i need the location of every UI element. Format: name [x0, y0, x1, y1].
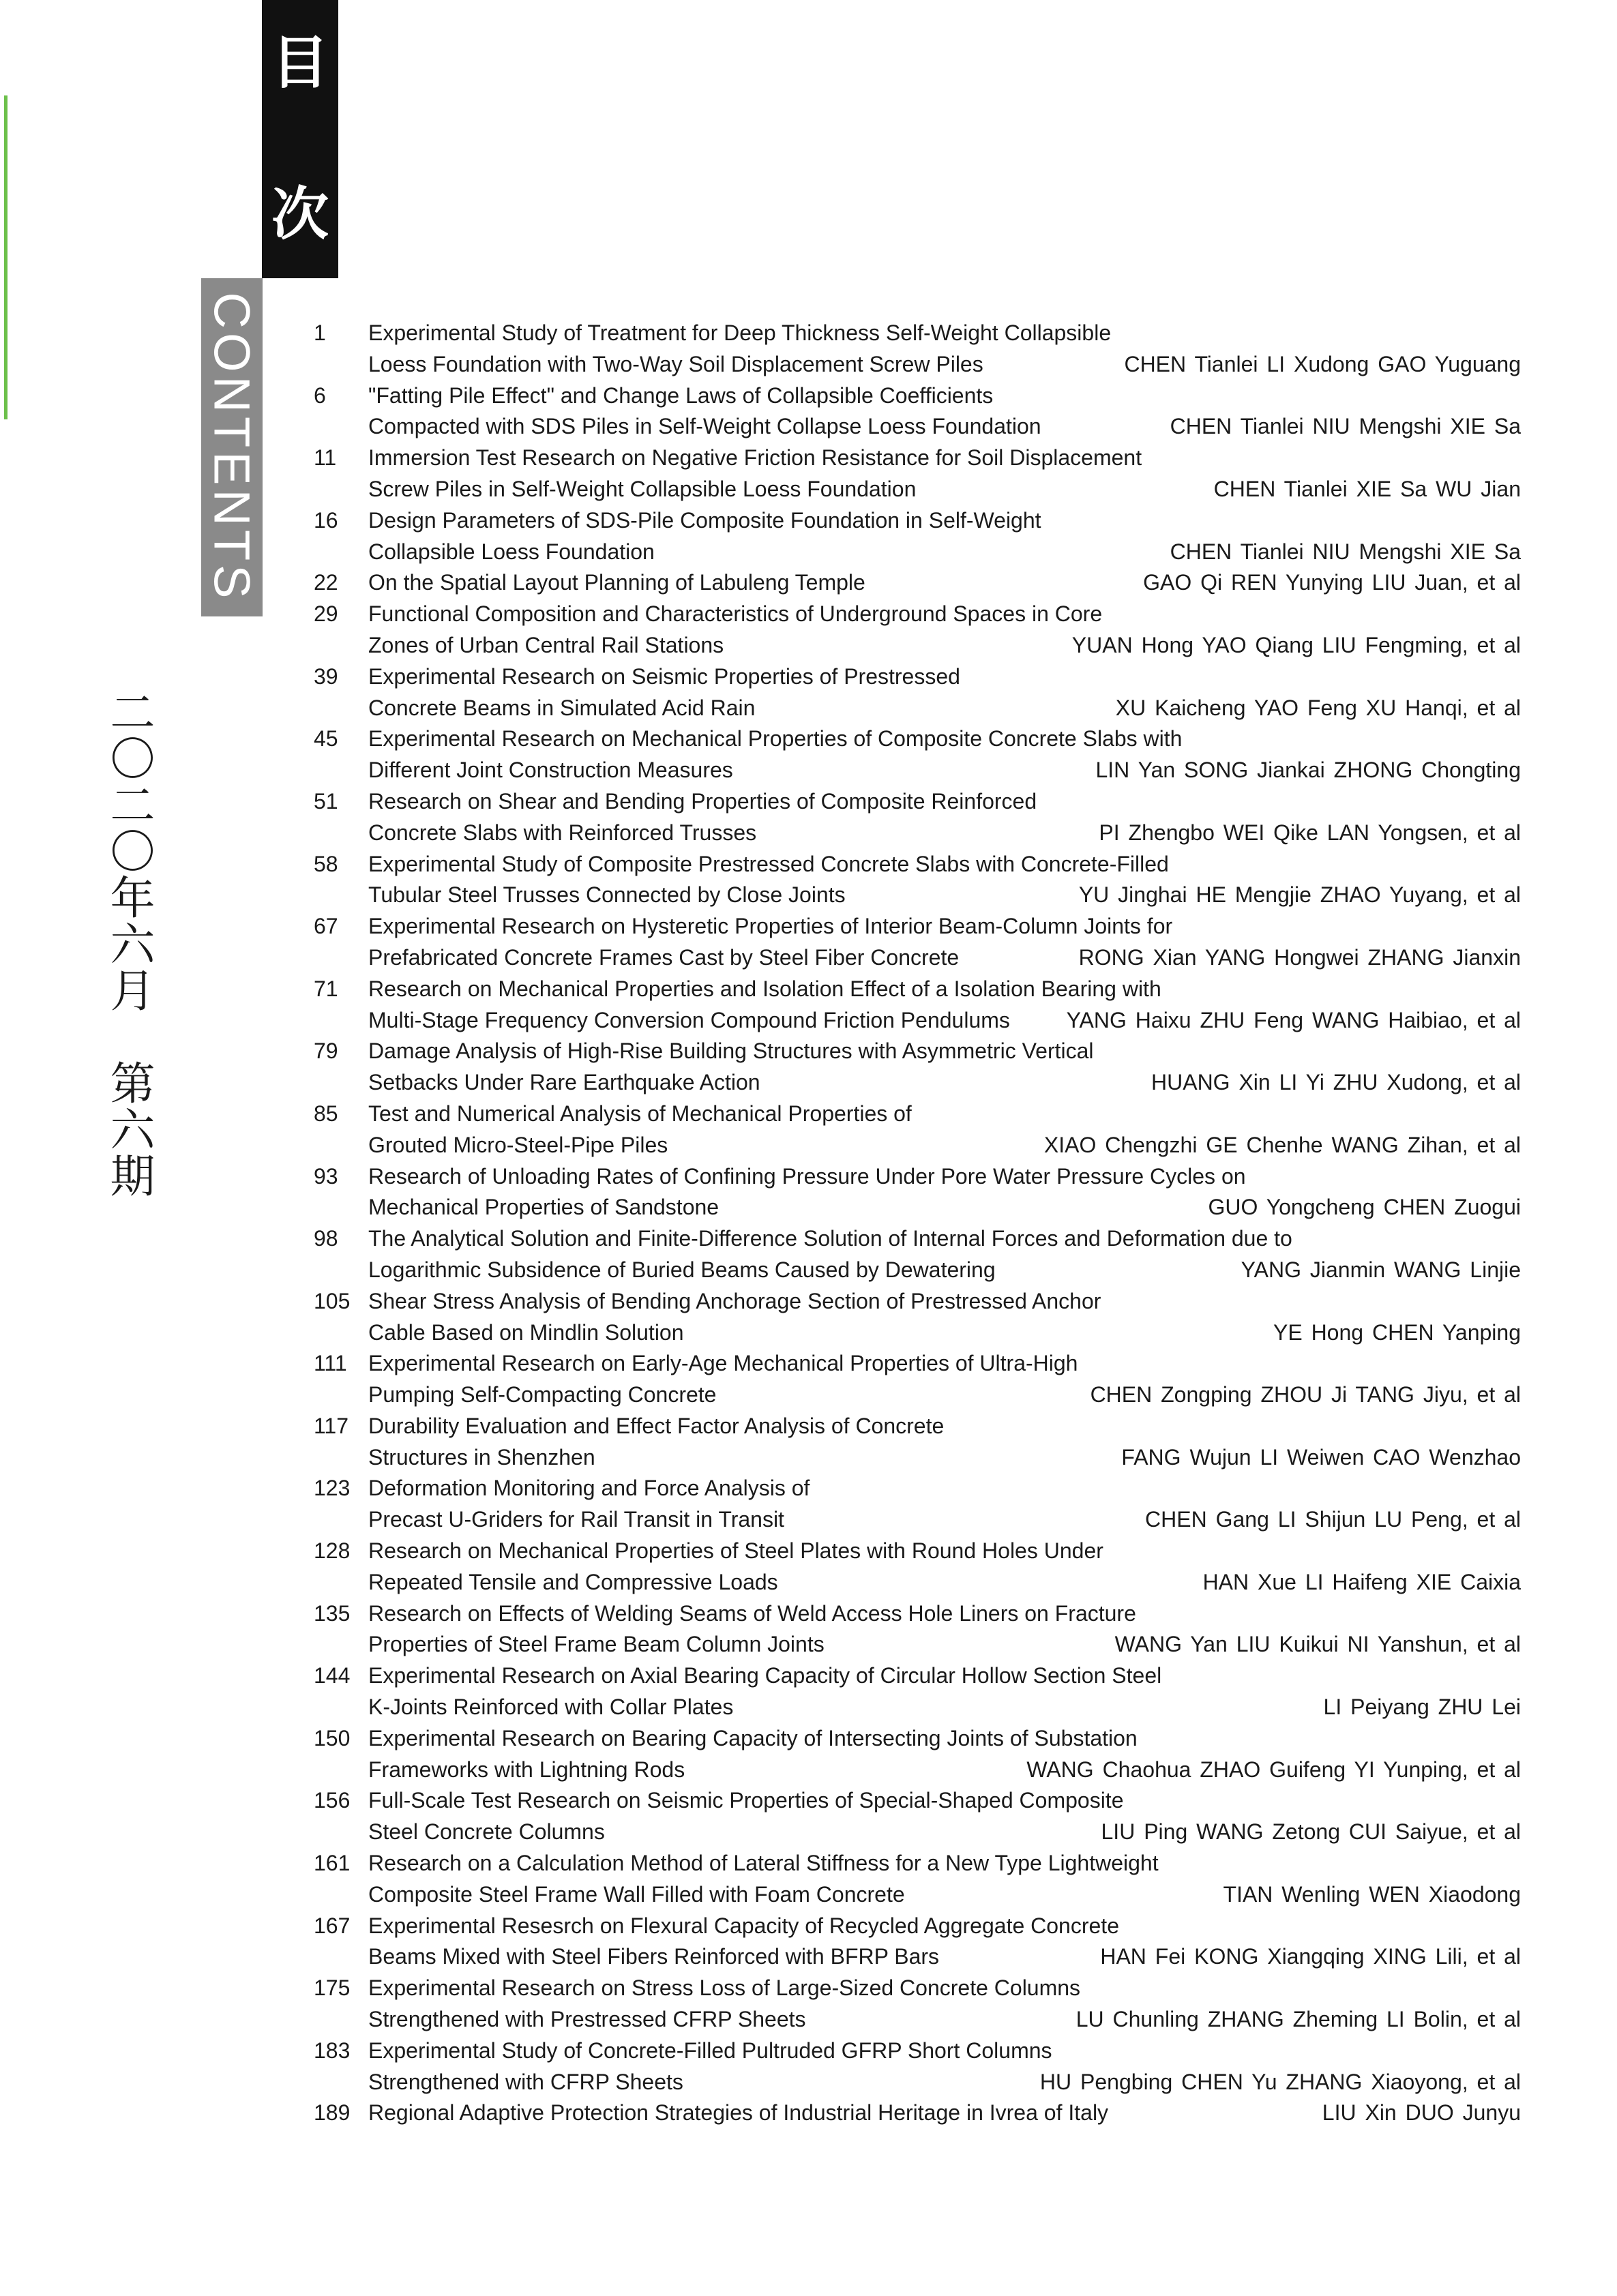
page-number: 16: [314, 507, 338, 533]
entry-authors: TIAN Wenling WEN Xiaodong: [1223, 1881, 1521, 1907]
page-number: 51: [314, 788, 338, 814]
entry-title-line: Precast U-Griders for Rail Transit in Transit: [368, 1507, 784, 1532]
page-number: 22: [314, 570, 338, 595]
entry-title-line: Composite Steel Frame Wall Filled with Foam Concrete: [368, 1881, 905, 1907]
toc-entry: [314, 1099, 1521, 1161]
entry-authors: YANG Jianmin WANG Linjie: [1241, 1257, 1521, 1282]
mulu-char-2: 次: [271, 181, 329, 248]
entry-title-line: Structures in Shenzhen: [368, 1444, 595, 1470]
entry-authors: LIU Ping WANG Zetong CUI Saiyue, et al: [1101, 1819, 1521, 1845]
entry-title-line: Research on Mechanical Properties of Steel Plates with Round Holes Under: [368, 1538, 1103, 1564]
contents-label: CONTENTS: [203, 292, 261, 603]
entry-last-line: [368, 755, 1521, 786]
page-number: 123: [314, 1476, 351, 1501]
entry-authors: FANG Wujun LI Weiwen CAO Wenzhao: [1121, 1444, 1521, 1470]
toc-entry: [314, 1911, 1521, 1973]
toc-entry: [314, 1598, 1521, 1661]
entry-authors: GAO Qi REN Yunying LIU Juan, et al: [1143, 570, 1521, 595]
page-number: 183: [314, 2038, 351, 2063]
entry-authors: YU Jinghai HE Mengjie ZHAO Yuyang, et al: [1078, 882, 1521, 908]
entry-title-line: Experimental Resesrch on Flexural Capacity of Recycled Aggregate Concrete: [368, 1913, 1119, 1938]
toc-entry: [314, 1286, 1521, 1349]
entry-title-line: Experimental Study of Composite Prestressed Concrete Slabs with Concrete-Filled: [368, 851, 1169, 876]
entry-title-line: Beams Mixed with Steel Fibers Reinforced with BFRP Bars: [368, 1944, 940, 1969]
toc-entry: [314, 724, 1521, 786]
page-number: 105: [314, 1288, 351, 1313]
entry-title-line: Experimental Research on Bearing Capacity of Intersecting Joints of Substation: [368, 1725, 1138, 1750]
page-number: 79: [314, 1039, 338, 1064]
entry-last-line: [368, 1255, 1521, 1286]
entry-title-line: Experimental Study of Treatment for Deep Thickness Self-Weight Collapsible: [368, 320, 1112, 345]
entry-authors: CHEN Zongping ZHOU Ji TANG Jiyu, et al: [1090, 1382, 1521, 1407]
entry-title-line: Properties of Steel Frame Beam Column Joints: [368, 1632, 825, 1657]
entry-title-line: Collapsible Loess Foundation: [368, 539, 655, 564]
toc-entry: [314, 1660, 1521, 1723]
toc-entry: [314, 381, 1521, 443]
entry-title-line: Experimental Research on Axial Bearing Capacity of Circular Hollow Section Steel: [368, 1663, 1162, 1688]
entry-title-line: Experimental Research on Mechanical Properties of Composite Concrete Slabs with: [368, 726, 1183, 751]
page-number: 6: [314, 383, 326, 408]
entry-title-line: Research of Unloading Rates of Confining Pressure Under Pore Water Pressure Cycles on: [368, 1163, 1246, 1189]
entry-last-line: [368, 349, 1521, 381]
entry-title-line: Experimental Study of Concrete-Filled Pultruded GFRP Short Columns: [368, 2038, 1052, 2063]
toc-entry: [314, 974, 1521, 1037]
entry-authors: CHEN Tianlei LI Xudong GAO Yuguang: [1124, 351, 1521, 376]
page-number: 189: [314, 2100, 351, 2126]
entry-title-line: Experimental Research on Stress Loss of Large-Sized Concrete Columns: [368, 1976, 1081, 2001]
entry-title-line: Experimental Research on Seismic Properties of Prestressed: [368, 664, 960, 689]
page-number: 58: [314, 851, 338, 876]
entry-last-line: [368, 1817, 1521, 1848]
entry-last-line: [368, 1692, 1521, 1723]
entry-title-line: Setbacks Under Rare Earthquake Action: [368, 1070, 760, 1095]
entry-authors: HAN Fei KONG Xiangqing XING Lili, et al: [1100, 1944, 1521, 1969]
toc-entry: [314, 1223, 1521, 1286]
entry-title-line: Immersion Test Research on Negative Friction Resistance for Soil Displacement: [368, 445, 1142, 471]
entry-last-line: [368, 2067, 1521, 2098]
entry-last-line: [368, 1130, 1521, 1161]
page-number: 45: [314, 726, 338, 751]
entry-title-line: Concrete Beams in Simulated Acid Rain: [368, 695, 756, 720]
entry-title-line: Different Joint Construction Measures: [368, 758, 733, 783]
entry-authors: PI Zhengbo WEI Qike LAN Yongsen, et al: [1099, 820, 1521, 845]
entry-authors: LI Peiyang ZHU Lei: [1323, 1695, 1521, 1720]
contents-label-block: [201, 278, 263, 616]
entry-title-line: Loess Foundation with Two-Way Soil Displacement Screw Piles: [368, 351, 983, 376]
entry-last-line: [368, 1442, 1521, 1474]
entry-authors: WANG Yan LIU Kuikui NI Yanshun, et al: [1114, 1632, 1521, 1657]
entry-title-line: Research on Shear and Bending Properties of Composite Reinforced: [368, 788, 1037, 814]
entry-authors: HU Pengbing CHEN Yu ZHANG Xiaoyong, et al: [1039, 2069, 1521, 2094]
entry-title-line: Cable Based on Mindlin Solution: [368, 1320, 684, 1345]
page-number: 167: [314, 1913, 351, 1938]
page-number: 1: [314, 320, 326, 345]
entry-authors: CHEN Tianlei NIU Mengshi XIE Sa: [1170, 414, 1521, 439]
entry-authors: YUAN Hong YAO Qiang LIU Fengming, et al: [1071, 632, 1521, 657]
toc-entry: [314, 1036, 1521, 1099]
page-number: 161: [314, 1851, 351, 1876]
page-number: 29: [314, 601, 338, 627]
entry-last-line: [368, 537, 1521, 568]
entry-authors: YANG Haixu ZHU Feng WANG Haibiao, et al: [1066, 1007, 1521, 1032]
page-number: 11: [314, 445, 337, 471]
entry-last-line: [368, 1067, 1521, 1099]
page-number: 98: [314, 1226, 338, 1251]
entry-title-line: Grouted Micro-Steel-Pipe Piles: [368, 1132, 668, 1157]
entry-authors: XU Kaicheng YAO Feng XU Hanqi, et al: [1115, 695, 1521, 720]
entry-title-line: Concrete Slabs with Reinforced Trusses: [368, 820, 757, 845]
toc-entry: [314, 1848, 1521, 1911]
entry-authors: HAN Xue LI Haifeng XIE Caixia: [1202, 1569, 1521, 1594]
entry-title-line: Strengthened with Prestressed CFRP Sheets: [368, 2007, 806, 2032]
toc-entry: [314, 567, 1521, 599]
entry-title-line: Research on Effects of Welding Seams of Weld Access Hole Liners on Fracture: [368, 1600, 1136, 1626]
entry-last-line: [368, 1941, 1521, 1973]
toc-entry: [314, 786, 1521, 849]
entry-last-line: [368, 1755, 1521, 1786]
entry-last-line: [368, 1567, 1521, 1598]
toc-entry: [314, 599, 1521, 661]
entry-title-line: Regional Adaptive Protection Strategies of Industrial Heritage in Ivrea of Italy: [368, 2100, 1109, 2126]
entry-title-line: Full-Scale Test Research on Seismic Properties of Special-Shaped Composite: [368, 1788, 1124, 1813]
entry-title-line: Compacted with SDS Piles in Self-Weight Collapse Loess Foundation: [368, 414, 1041, 439]
entry-authors: CHEN Tianlei NIU Mengshi XIE Sa: [1170, 539, 1521, 564]
entry-authors: XIAO Chengzhi GE Chenhe WANG Zihan, et al: [1043, 1132, 1521, 1157]
page-number: 175: [314, 1976, 351, 2001]
entry-last-line: [368, 1005, 1521, 1037]
entry-last-line: [368, 818, 1521, 849]
entry-title-line: Tubular Steel Trusses Connected by Close Joints: [368, 882, 846, 908]
green-margin-rule: [4, 95, 8, 419]
entry-title-line: Zones of Urban Central Rail Stations: [368, 632, 724, 657]
page-number: 85: [314, 1101, 338, 1126]
toc-entry: [314, 505, 1521, 568]
entry-last-line: [368, 474, 1521, 505]
toc-entry: [314, 443, 1521, 505]
page-number: 150: [314, 1725, 351, 1750]
entry-authors: YE Hong CHEN Yanping: [1273, 1320, 1521, 1345]
page-number: 67: [314, 914, 338, 939]
entry-authors: CHEN Gang LI Shijun LU Peng, et al: [1145, 1507, 1521, 1532]
toc-entry: [314, 318, 1521, 381]
entry-last-line: [368, 411, 1521, 443]
entry-authors: WANG Chaohua ZHAO Guifeng YI Yunping, et al: [1026, 1757, 1521, 1782]
entry-title-line: Prefabricated Concrete Frames Cast by Steel Fiber Concrete: [368, 944, 960, 970]
entry-title-line: Repeated Tensile and Compressive Loads: [368, 1569, 778, 1594]
toc-entry: [314, 2036, 1521, 2098]
entry-title-line: Research on a Calculation Method of Lateral Stiffness for a New Type Lightweight: [368, 1851, 1159, 1876]
mulu-char-1: 目: [271, 29, 329, 96]
page-number: 128: [314, 1538, 351, 1564]
page-number: 117: [314, 1413, 349, 1438]
entry-last-line: [368, 880, 1521, 911]
toc-entry: [314, 1536, 1521, 1598]
page-number: 111: [314, 1351, 347, 1376]
toc-entry: [314, 849, 1521, 912]
entry-last-line: [368, 1879, 1521, 1911]
page-number: 144: [314, 1663, 351, 1688]
entry-last-line: [368, 2004, 1521, 2036]
entry-authors: HUANG Xin LI Yi ZHU Xudong, et al: [1151, 1070, 1521, 1095]
entry-title-line: Steel Concrete Columns: [368, 1819, 605, 1845]
toc-entry: [314, 1411, 1521, 1474]
entry-title-line: Damage Analysis of High-Rise Building Structures with Asymmetric Vertical: [368, 1039, 1094, 1064]
entry-title-line: On the Spatial Layout Planning of Labuleng Temple: [368, 570, 865, 595]
page-number: 71: [314, 976, 338, 1001]
entry-title-line: Functional Composition and Characteristics of Underground Spaces in Core: [368, 601, 1103, 627]
page-number: 93: [314, 1163, 338, 1189]
entry-authors: LU Chunling ZHANG Zheming LI Bolin, et al: [1075, 2007, 1521, 2032]
entry-title-line: Shear Stress Analysis of Bending Anchorage Section of Prestressed Anchor: [368, 1288, 1101, 1313]
entry-last-line: [368, 1629, 1521, 1660]
entry-last-line: [368, 1317, 1521, 1349]
toc-entry: [314, 1161, 1521, 1224]
entry-authors: LIN Yan SONG Jiankai ZHONG Chongting: [1095, 758, 1521, 783]
entry-title-line: Experimental Research on Early-Age Mechanical Properties of Ultra-High: [368, 1351, 1078, 1376]
entry-title-line: Deformation Monitoring and Force Analysis of: [368, 1476, 810, 1501]
entry-last-line: [368, 567, 1521, 599]
toc-entry: [314, 1723, 1521, 1786]
entry-authors: GUO Yongcheng CHEN Zuogui: [1208, 1195, 1521, 1220]
entry-last-line: [368, 1504, 1521, 1536]
entry-title-line: Logarithmic Subsidence of Buried Beams Caused by Dewatering: [368, 1257, 996, 1282]
entry-title-line: Test and Numerical Analysis of Mechanical Properties of: [368, 1101, 912, 1126]
toc-entry: [314, 1473, 1521, 1536]
page-number: 156: [314, 1788, 351, 1813]
entry-last-line: [368, 1192, 1521, 1223]
entry-title-line: Screw Piles in Self-Weight Collapsible Loess Foundation: [368, 476, 917, 501]
entry-last-line: [368, 942, 1521, 974]
toc-entry: [314, 1348, 1521, 1411]
entry-last-line: [368, 2098, 1521, 2129]
entry-title-line: Frameworks with Lightning Rods: [368, 1757, 685, 1782]
page-number: 39: [314, 664, 338, 689]
entry-title-line: Research on Mechanical Properties and Isolation Effect of a Isolation Bearing with: [368, 976, 1161, 1001]
entry-title-line: The Analytical Solution and Finite-Difference Solution of Internal Forces and Deformation due to: [368, 1226, 1292, 1251]
issue-date: 二〇二〇年六月 第六期: [102, 689, 155, 1199]
entry-title-line: Design Parameters of SDS-Pile Composite Foundation in Self-Weight: [368, 507, 1041, 533]
entry-title-line: Strengthened with CFRP Sheets: [368, 2069, 683, 2094]
toc-entry: [314, 2098, 1521, 2129]
toc-entry: [314, 1785, 1521, 1848]
entry-title-line: "Fatting Pile Effect" and Change Laws of Collapsible Coefficients: [368, 383, 994, 408]
page-number: 135: [314, 1600, 351, 1626]
entry-last-line: [368, 1380, 1521, 1411]
entry-authors: RONG Xian YANG Hongwei ZHANG Jianxin: [1078, 944, 1521, 970]
entry-title-line: Experimental Research on Hysteretic Properties of Interior Beam-Column Joints for: [368, 914, 1173, 939]
toc-entry: [314, 911, 1521, 974]
table-of-contents: [314, 318, 1521, 2129]
toc-entry: [314, 1973, 1521, 2036]
entry-title-line: Multi-Stage Frequency Conversion Compound Friction Pendulums: [368, 1007, 1010, 1032]
entry-authors: LIU Xin DUO Junyu: [1322, 2100, 1521, 2126]
entry-title-line: Durability Evaluation and Effect Factor Analysis of Concrete: [368, 1413, 945, 1438]
toc-entry: [314, 661, 1521, 724]
entry-last-line: [368, 693, 1521, 724]
entry-authors: CHEN Tianlei XIE Sa WU Jian: [1213, 476, 1521, 501]
mulu-title-block: [262, 0, 338, 278]
entry-last-line: [368, 630, 1521, 661]
entry-title-line: K-Joints Reinforced with Collar Plates: [368, 1695, 734, 1720]
entry-title-line: Pumping Self-Compacting Concrete: [368, 1382, 717, 1407]
entry-title-line: Mechanical Properties of Sandstone: [368, 1195, 720, 1220]
